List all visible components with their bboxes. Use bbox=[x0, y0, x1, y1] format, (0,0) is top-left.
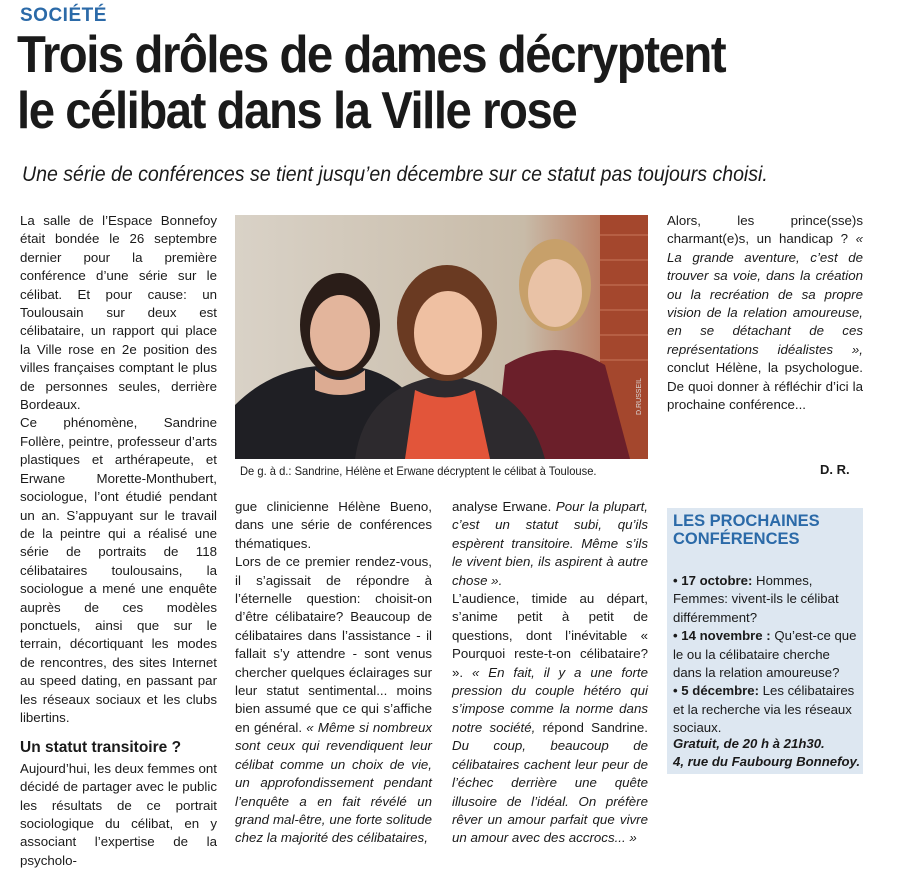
article-column-4 bbox=[667, 212, 863, 414]
paragraph: gue clinicienne Hélène Bueno, dans une série de conférences thématiques. bbox=[235, 499, 432, 551]
text-run: L’audience, timide au départ, s’anime petit à petit de questions, dont l’inévitable « Pourquoi reste-t-on célibataire? ». bbox=[452, 591, 648, 680]
text-run: Alors, les prince(sse)s charmant(e)s, un handicap ? bbox=[667, 213, 863, 247]
paragraph bbox=[667, 212, 863, 414]
info-box-list bbox=[673, 572, 861, 738]
info-box-price: Gratuit, de 20 h à 21h30. bbox=[673, 736, 825, 751]
photo-credit: D.RUSSEIL bbox=[636, 378, 643, 415]
quote: Du coup, beaucoup de célibataires cachent leur peur de l’échec derrière une quête illusoire de l’idéal. On préfère rêver un amour parfait que vivre un amour avec des accrocs... » bbox=[452, 738, 648, 846]
author-signature: D. R. bbox=[820, 462, 850, 477]
quote: « En fait, il y a une forte pression du couple hétéro qui s’impose comme la norme dans notre société, bbox=[452, 664, 648, 735]
list-item-date: • 17 octobre: bbox=[673, 573, 753, 588]
paragraph: Ce phénomène, Sandrine Follère, peintre, professeur d’arts plastiques et arthérapeute, et Erwane Morette-Monthubert, sociologue, l’ont étudié pendant un an. S’appuyant sur le travail de la peintre qui a réalisé une série de portraits de 118 célibataires toulousains, la sociologue a mené une enquête auprès de ces modèles ponctuels, ainsi que sur le terrain, décortiquant les modes de rencontres, des sites Internet au speed dating, en passant par les réseaux sociaux et les clubs libertins. bbox=[20, 415, 217, 725]
info-box-address: 4, rue du Faubourg Bonnefoy. bbox=[673, 754, 861, 770]
list-item-text: Les célibataires et la recherche via les réseaux sociaux. bbox=[673, 683, 855, 736]
list-item bbox=[673, 572, 861, 627]
article-column-1 bbox=[20, 212, 217, 870]
subheading: Un statut transitoire ? bbox=[20, 739, 182, 757]
paragraph bbox=[235, 553, 432, 848]
list-item bbox=[673, 627, 861, 682]
headline bbox=[17, 27, 809, 139]
section-label: SOCIÉTÉ bbox=[20, 5, 107, 26]
text-run: Lors de ce premier rendez-vous, il s’agissait de répondre à l’éternelle question: choisit-on d’être célibataire? Beaucoup de célibataires dans l’assistance - il fallait s’y attendre - sont venus chercher quelques éclairages sur leur statut sentimental... moins bien assumé que ce qui s’affiche en général. bbox=[235, 554, 432, 735]
list-item bbox=[673, 682, 861, 737]
paragraph bbox=[452, 590, 648, 848]
info-box-footer bbox=[673, 735, 863, 772]
quote: « La grande aventure, c’est de trouver sa voie, dans la création ou la recréation de sa propre vision de la relation amoureuse, en se détachant de ces représentations idéalistes », bbox=[667, 231, 863, 357]
quote: Pour la plupart, c’est un statut subi, qu’ils espèrent transitoire. Même s’ils le vivent bien, ils aspirent à autre chose ». bbox=[452, 499, 648, 588]
text-run: répond Sandrine. bbox=[535, 719, 648, 735]
list-item-date: • 14 novembre : bbox=[673, 628, 771, 644]
article-column-2 bbox=[235, 498, 432, 848]
paragraph: La salle de l’Espace Bonnefoy était bondée le 26 septembre dernier pour la première conférence d’une série sur le célibat. Et pour cause: un Toulousain sur deux est célibataire, un rapport qui place la Ville rose en 2e position des villes françaises comptant le plus de personnes seules, derrière Bordeaux. bbox=[20, 213, 217, 413]
photo bbox=[235, 215, 648, 459]
info-box-title: LES PROCHAINES CONFÉRENCES bbox=[673, 512, 820, 548]
list-item-text: Hommes, Femmes: vivent-ils le célibat différemment? bbox=[673, 573, 839, 625]
list-item-text: Qu’est-ce que le ou la célibataire cherche dans la relation amoureuse? bbox=[673, 628, 857, 681]
photo-illustration bbox=[235, 215, 648, 459]
headline-line-2: le célibat dans la Ville rose bbox=[17, 82, 577, 140]
text-run: analyse Erwane. bbox=[452, 499, 556, 514]
paragraph: Aujourd’hui, les deux femmes ont décidé de partager avec le public les résultats de ce portrait sociologique du célibat, en y associant l’expertise de la psycholo- bbox=[20, 760, 217, 868]
headline-line-1: Trois drôles de dames décryptent bbox=[17, 26, 726, 84]
paragraph bbox=[452, 498, 648, 590]
article-column-3 bbox=[452, 498, 648, 848]
list-item-date: • 5 décembre: bbox=[673, 683, 759, 699]
quote: « Même si nombreux sont ceux qui revendiquent leur célibat comme un choix de vie, un approfondissement pendant l’enquête a en fait révélé un grand mal-être, une forte solitude chez la majorité des célibataires, bbox=[235, 719, 432, 846]
text-run: conclut Hélène, la psychologue. De quoi donner à réfléchir d’ici la prochaine conférence... bbox=[667, 360, 863, 413]
standfirst: Une série de conférences se tient jusqu’en décembre sur ce statut pas toujours choisi. bbox=[22, 163, 768, 186]
photo-caption: De g. à d.: Sandrine, Hélène et Erwane décryptent le célibat à Toulouse. bbox=[240, 464, 597, 478]
